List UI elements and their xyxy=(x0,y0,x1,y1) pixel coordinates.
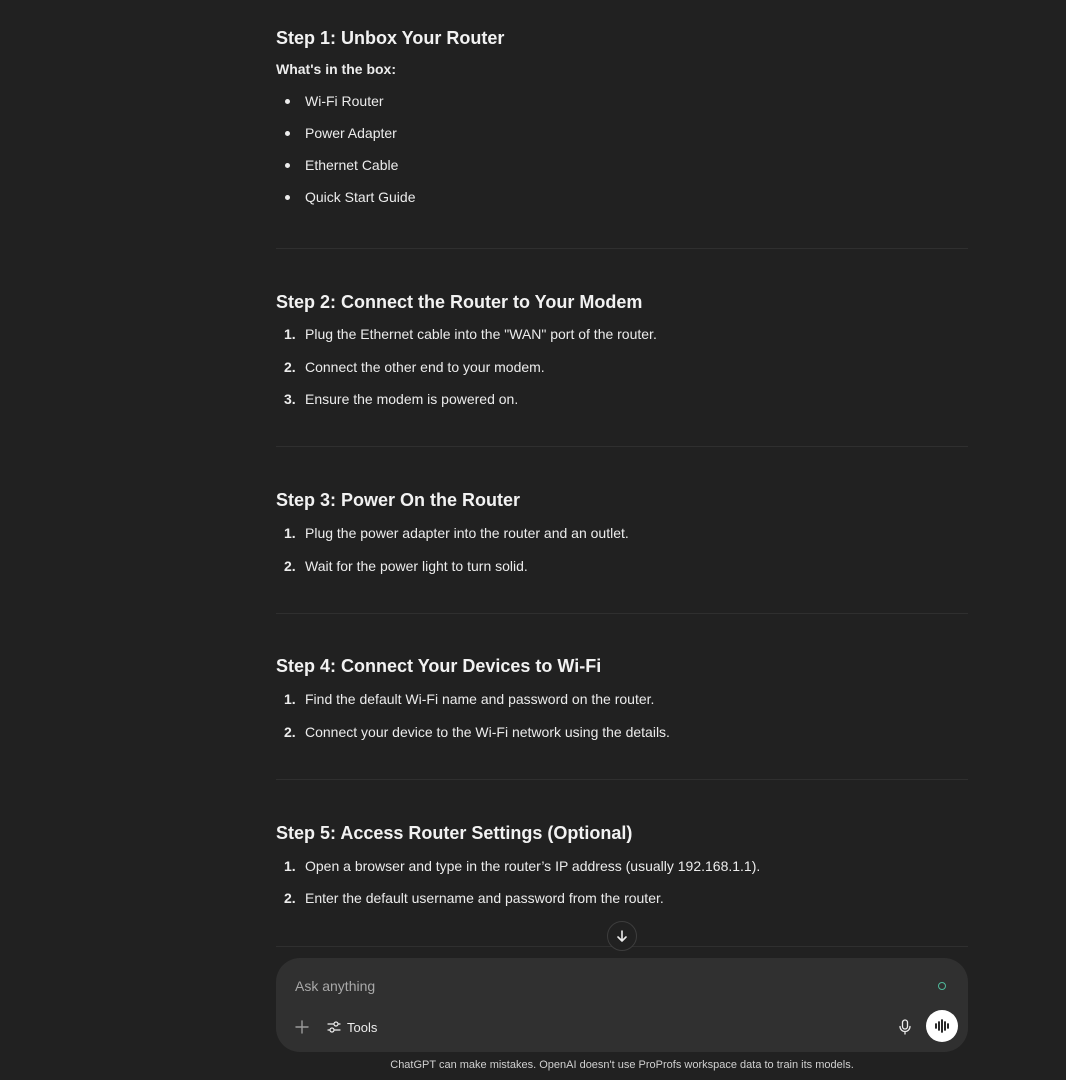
tools-button[interactable] xyxy=(327,1016,377,1038)
section-step-4 xyxy=(276,654,968,742)
waveform-icon xyxy=(934,1019,950,1033)
numbered-list xyxy=(276,856,968,908)
list-item xyxy=(276,523,968,543)
section-divider xyxy=(276,248,968,249)
plus-icon xyxy=(295,1020,309,1034)
tools-label: Tools xyxy=(347,1019,378,1035)
list-item xyxy=(276,888,968,908)
section-divider xyxy=(276,613,968,614)
list-text: Wait for the power light to turn solid. xyxy=(305,558,528,574)
list-item: Wi-Fi Router xyxy=(276,91,968,111)
list-item xyxy=(276,324,968,344)
list-item: Power Adapter xyxy=(276,123,968,143)
list-number: 3. xyxy=(284,391,296,407)
section-step-5 xyxy=(276,821,968,908)
list-text: Enter the default username and password from the router. xyxy=(305,890,664,906)
section-title: Step 1: Unbox Your Router xyxy=(276,28,505,48)
section-subtitle: What's in the box: xyxy=(276,61,396,77)
list-text: Connect the other end to your modem. xyxy=(305,359,545,375)
scroll-to-bottom-button[interactable] xyxy=(607,921,637,951)
list-item xyxy=(276,389,968,409)
section-divider xyxy=(276,779,968,780)
list-item: Ethernet Cable xyxy=(276,155,968,175)
list-number: 1. xyxy=(284,525,296,541)
list-number: 1. xyxy=(284,326,296,342)
list-text: Plug the Ethernet cable into the "WAN" port of the router. xyxy=(305,326,657,342)
add-attachment-button[interactable] xyxy=(291,1016,313,1038)
prompt-input[interactable] xyxy=(295,975,895,997)
list-number: 2. xyxy=(284,558,296,574)
list-item xyxy=(276,357,968,377)
microphone-icon xyxy=(898,1019,912,1035)
list-text: Connect your device to the Wi-Fi network using the details. xyxy=(305,724,670,740)
list-item xyxy=(276,689,968,709)
list-number: 2. xyxy=(284,724,296,740)
list-item: Quick Start Guide xyxy=(276,187,968,207)
list-number: 2. xyxy=(284,359,296,375)
list-number: 2. xyxy=(284,890,296,906)
list-text: Ensure the modem is powered on. xyxy=(305,391,519,407)
sliders-icon xyxy=(327,1020,341,1034)
message-composer xyxy=(276,958,968,1052)
section-step-3 xyxy=(276,488,968,576)
section-step-2 xyxy=(276,290,968,409)
list-item xyxy=(276,556,968,576)
section-title: Step 2: Connect the Router to Your Modem xyxy=(276,292,643,312)
bullet-list xyxy=(276,91,968,207)
section-step-1 xyxy=(276,26,968,207)
dictate-button[interactable] xyxy=(894,1016,916,1038)
list-number: 1. xyxy=(284,858,296,874)
status-dot-icon xyxy=(938,982,946,990)
numbered-list xyxy=(276,523,968,576)
voice-mode-button[interactable] xyxy=(926,1010,958,1042)
list-text: Find the default Wi-Fi name and password on the router. xyxy=(305,691,655,707)
numbered-list xyxy=(276,324,968,409)
numbered-list xyxy=(276,689,968,742)
list-text: Plug the power adapter into the router and an outlet. xyxy=(305,525,629,541)
list-number: 1. xyxy=(284,691,296,707)
disclaimer-text: ChatGPT can make mistakes. OpenAI doesn't use ProProfs workspace data to train its models. xyxy=(390,1059,854,1071)
section-title: Step 5: Access Router Settings (Optional) xyxy=(276,823,633,843)
section-title: Step 3: Power On the Router xyxy=(276,490,521,510)
arrow-down-icon xyxy=(615,929,629,943)
section-divider xyxy=(276,446,968,447)
list-item xyxy=(276,856,968,876)
list-text: Open a browser and type in the router’s IP address (usually 192.168.1.1). xyxy=(305,858,761,874)
section-title: Step 4: Connect Your Devices to Wi-Fi xyxy=(276,656,602,676)
list-item xyxy=(276,722,968,742)
